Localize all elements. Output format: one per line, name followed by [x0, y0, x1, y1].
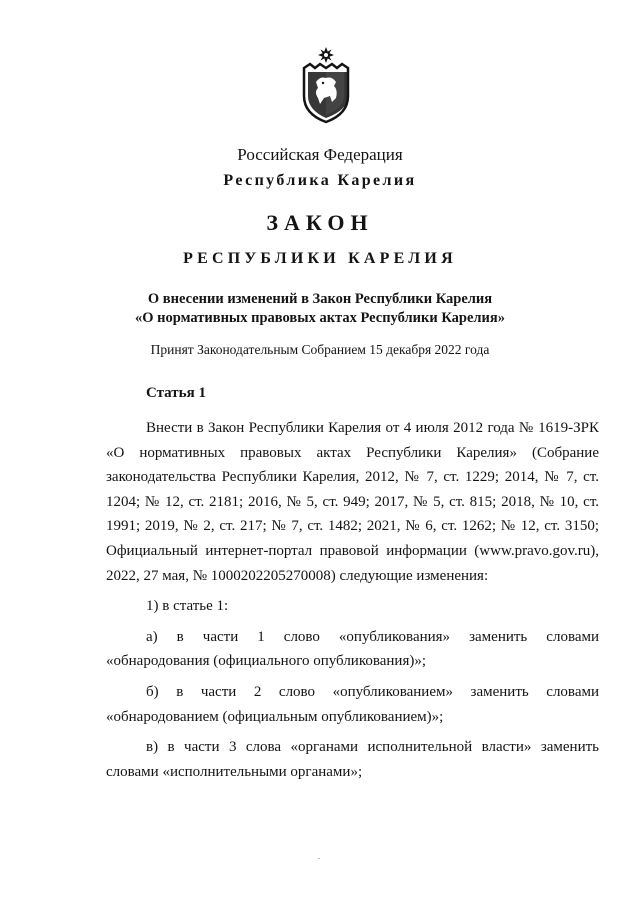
country-name: Российская Федерация — [237, 145, 403, 164]
republic-name: Республика Карелия — [223, 172, 417, 189]
law-title-line-2: «О нормативных правовых актах Республики Карелия» — [135, 310, 505, 326]
article-paragraph: 1) в статье 1: — [146, 598, 229, 615]
article-body — [106, 416, 599, 784]
article-paragraph: а) в части 1 слово «опубликования» заменить словами «обнародования (официального опубликования)»; — [106, 628, 599, 670]
article-paragraph: Внести в Закон Республики Карелия от 4 июля 2012 года № 1619-ЗРК «О нормативных правовых актах Республики Карелия» (Собрание законодательства Республики Карелия, 2012, № 7, ст. 1229; 2014, № 7, ст. 1204; № 12, ст. 2181; 2016, № 5, ст. 949; 2017, № 5, ст. 815; 2018, № 10, ст. 1991; 2019, № 2, ст. 217; № 7, ст. 1482; 2021, № 6, ст. 1262; № 12, ст. 3150; Официальный интернет-портал правовой информации (www.pravo.gov.ru), 2022, 27 мая, № 1000202205270008) следующие изменения: — [106, 420, 599, 584]
karelia-coat-of-arms-icon — [296, 46, 356, 124]
article-heading: Статья 1 — [146, 385, 206, 401]
law-title — [0, 290, 640, 328]
article-paragraph: б) в части 2 слово «опубликованием» заменить словами «обнародованием (официальным опубликованием)»; — [106, 683, 599, 725]
law-title-line-1: О внесении изменений в Закон Республики Карелия — [147, 291, 493, 307]
law-of-republic: РЕСПУБЛИКИ КАРЕЛИЯ — [183, 250, 457, 267]
law-label: ЗАКОН — [266, 210, 374, 235]
article-paragraph: в) в части 3 слова «органами исполнительной власти» заменить словами «исполнительными органами»; — [106, 739, 599, 780]
scan-speck — [318, 858, 320, 859]
adoption-date: Принят Законодательным Собранием 15 декабря 2022 года — [150, 342, 490, 357]
